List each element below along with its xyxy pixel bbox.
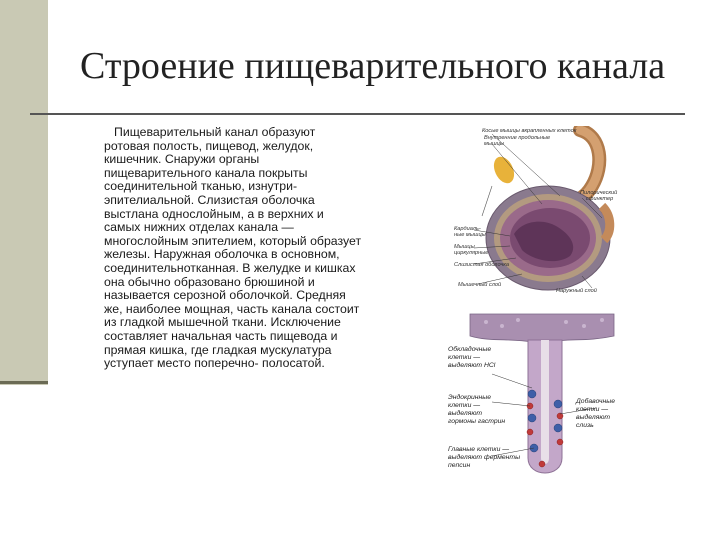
fig2-label-l3b: выделяют ферменты: [448, 454, 521, 461]
fig2-label-l1c: выделяют HCl: [448, 362, 496, 369]
left-accent-bar-edge: [0, 381, 48, 384]
fig1-label-left1: Кардиаль-: [454, 226, 481, 232]
stomach-illustration: [452, 126, 620, 298]
fig2-label-l1a: Обкладочные: [448, 346, 492, 353]
fig1-label-pyloric: Пилорический: [580, 190, 618, 196]
fig1-label-left2: ные мышцы: [454, 232, 486, 238]
fig1-label-bottom-right: Наружный слой: [556, 288, 597, 294]
fig1-label-bottom-left: Мышечный слой: [458, 282, 502, 288]
fig2-label-r1d: слизь: [576, 422, 594, 429]
fig1-label-left4: циркулярные: [454, 250, 489, 256]
gastric-gland-illustration: [446, 308, 626, 484]
fig2-label-l3a: Главные клетки —: [448, 446, 510, 453]
fig1-label-left3: Мышцы: [454, 244, 475, 250]
stomach-drawing: [452, 126, 620, 298]
fig1-label-left5: Слизистая оболочка: [454, 262, 509, 268]
fig1-label-top3: мышцы: [484, 141, 504, 147]
fig2-label-l3c: пепсин: [448, 462, 471, 469]
fig1-label-sphincter: сфинктер: [586, 196, 614, 202]
fig2-label-l2a: Эндокринные: [448, 394, 492, 401]
fig2-label-r1a: Добавочные: [576, 398, 616, 405]
title-divider: [30, 113, 685, 115]
fig2-label-l2c: выделяют: [448, 410, 483, 417]
left-accent-bar: [0, 0, 48, 385]
fig1-label-top1: Косые мышцы вкрапленных клеток: [482, 128, 577, 134]
slide-title: Строение пищеварительного канала: [80, 45, 666, 87]
body-paragraph: Пищеварительный канал образуют ротовая полость, пищевод, желудок, кишечник. Снаружи органы пищеварительного канала покрыты соединительной тканью, изнутри-эпителиальной. Слизистая оболочка выстлана однослойным, а в верхних и самых нижних отделах канала — многослойным эпителием, который образует железы. Наружная оболочка в основном, соединительнотканная. В желудке и кишках она обычно образовано брюшиной и называется серозной оболочкой. Средняя же, наиболее мощная, часть канала состоит из гладкой мышечной ткани. Исключение составляет начальная часть пищевода и прямая кишка, где гладкая мускулатура уступает место поперечно- полосатой.: [104, 125, 362, 371]
fig2-label-l2b: клетки —: [448, 402, 481, 409]
fig2-label-r1c: выделяют: [576, 414, 611, 421]
fig2-label-r1b: клетки —: [576, 406, 609, 413]
fig2-label-l2d: гормоны гастрин: [448, 418, 506, 425]
fig1-label-top2: Внутренние продольные: [484, 135, 551, 141]
fig2-label-l1b: клетки —: [448, 354, 481, 361]
